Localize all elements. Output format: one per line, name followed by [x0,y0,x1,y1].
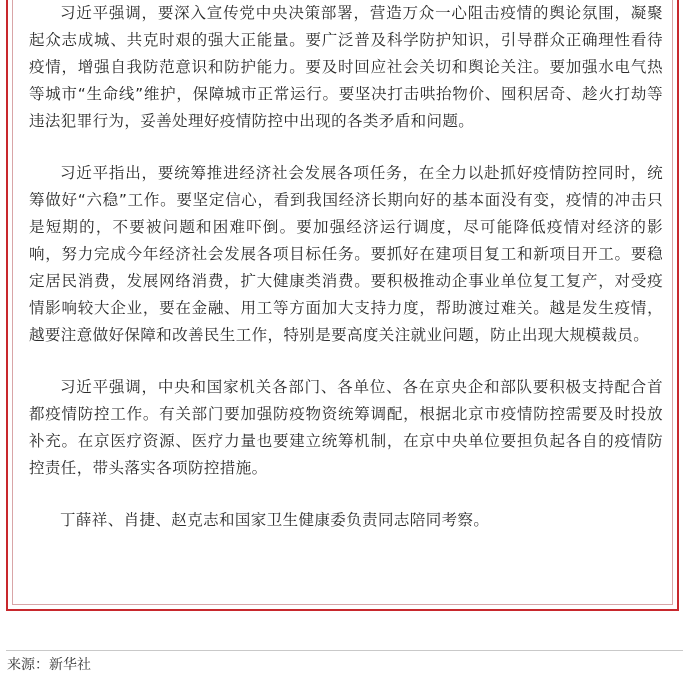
article-body [29,0,663,534]
article-paragraph-2: 习近平指出，要统筹推进经济社会发展各项任务，在全力以赴抓好疫情防控同时，统筹做好“六稳”工作。要坚定信心，看到我国经济长期向好的基本面没有变，疫情的冲击只是短期的，不要被问题和困难吓倒。要加强经济运行调度，尽可能降低疫情对经济的影响，努力完成今年经济社会发展各项目标任务。要抓好在建项目复工和新项目开工。要稳定居民消费，发展网络消费，扩大健康类消费。要积极推动企事业单位复工复产，对受疫情影响较大企业，要在金融、用工等方面加大支持力度，帮助渡过难关。越是发生疫情，越要注意做好保障和改善民生工作，特别是要高度关注就业问题，防止出现大规模裁员。 [29,164,663,344]
source-credit: 来源：新华社 [7,657,91,673]
footer-divider [6,650,683,651]
article-paragraph-4: 丁薛祥、肖捷、赵克志和国家卫生健康委负责同志陪同考察。 [60,511,490,529]
article-paragraph-1: 习近平强调，要深入宣传党中央决策部署，营造万众一心阻击疫情的舆论氛围，凝聚起众志成城、共克时艰的强大正能量。要广泛普及科学防护知识，引导群众正确理性看待疫情，增强自我防范意识和防护能力。要及时回应社会关切和舆论关注。要加强水电气热等城市“生命线”维护，保障城市正常运行。要坚决打击哄抬物价、囤积居奇、趁火打劫等违法犯罪行为，妥善处理好疫情防控中出现的各类矛盾和问题。 [29,4,663,130]
article-paragraph-3: 习近平强调，中央和国家机关各部门、各单位、各在京央企和部队要积极支持配合首都疫情防控工作。有关部门要加强防疫物资统筹调配，根据北京市疫情防控需要及时投放补充。在京医疗资源、医疗力量也要建立统筹机制，在京中央单位要担负起各自的疫情防控责任，带头落实各项防控措施。 [29,378,663,477]
